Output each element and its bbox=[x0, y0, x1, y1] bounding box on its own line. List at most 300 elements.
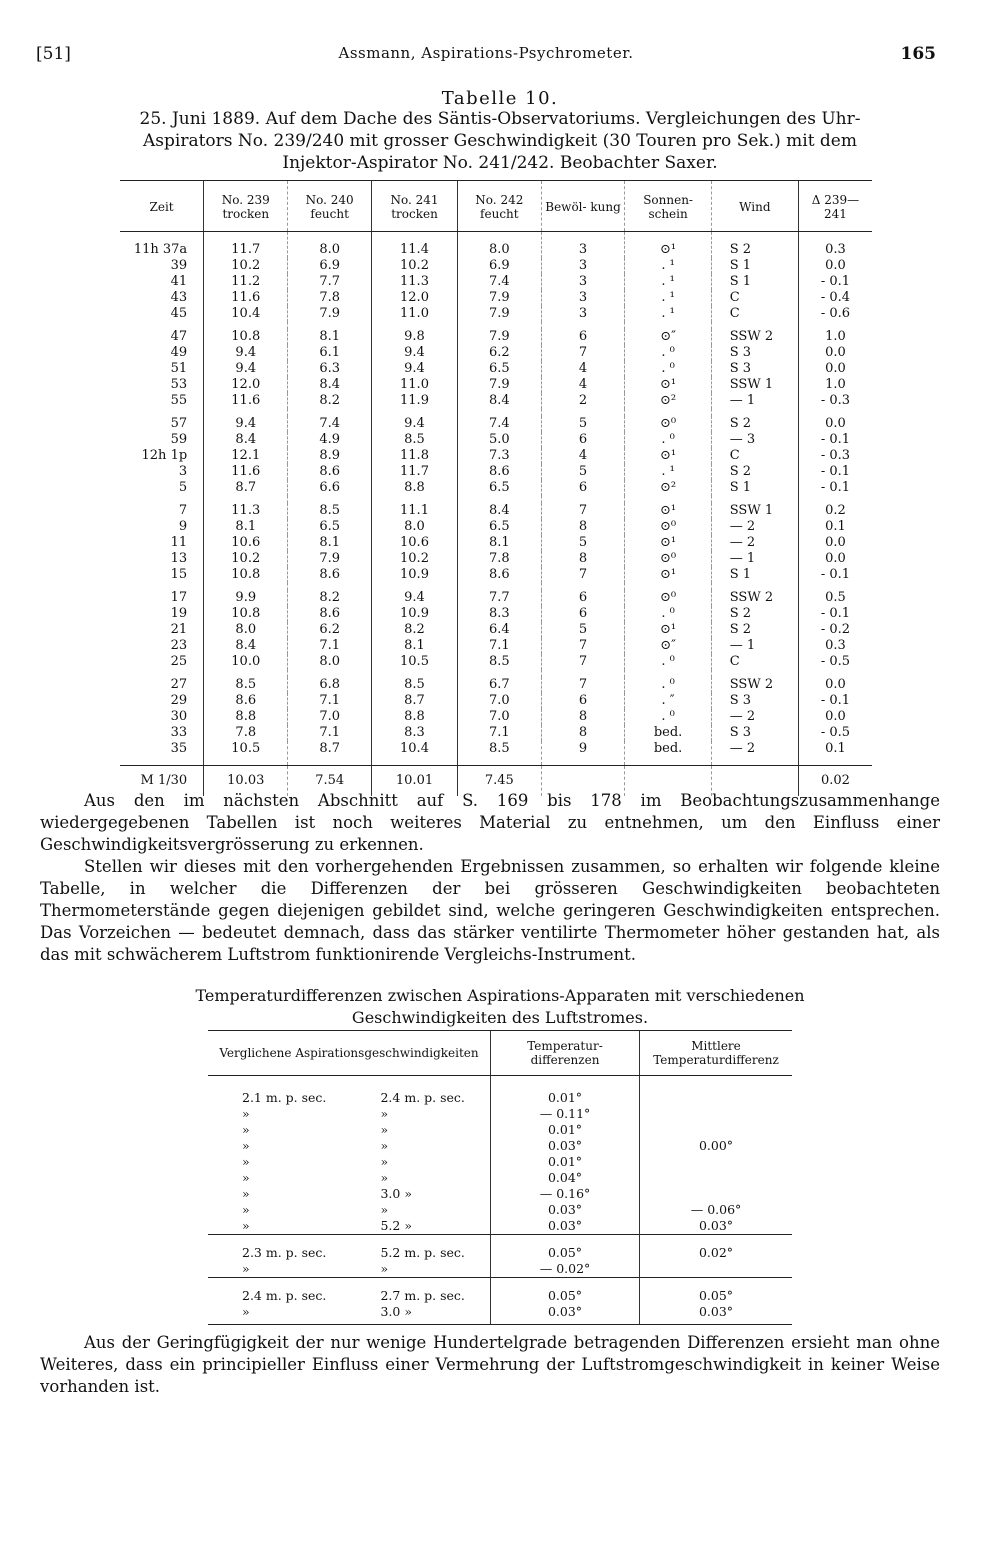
table-cell: 6 bbox=[541, 480, 625, 496]
table-cell: 8.1 bbox=[288, 535, 372, 551]
table-cell: 7.4 bbox=[458, 416, 542, 432]
table-cell: 8.6 bbox=[458, 567, 542, 583]
table-cell: 53 bbox=[170, 377, 188, 392]
table-cell: 0.03° bbox=[640, 1304, 793, 1325]
table-cell: 8.4 bbox=[204, 638, 288, 654]
table-cell bbox=[640, 1261, 793, 1278]
table-cell: 7.9 bbox=[288, 551, 372, 567]
table-cell: 4 bbox=[541, 377, 625, 393]
table-cell: » bbox=[242, 1170, 250, 1185]
table-cell: ⊙² bbox=[625, 393, 711, 409]
table-cell: . ⁰ bbox=[625, 709, 711, 725]
table-cell: » bbox=[380, 1122, 389, 1137]
table-cell: 8.2 bbox=[288, 590, 372, 606]
table-cell: . ⁰ bbox=[625, 606, 711, 622]
table-cell: » bbox=[242, 1138, 250, 1153]
table-cell: 0.04° bbox=[491, 1170, 640, 1186]
table-cell: 0.03° bbox=[491, 1202, 640, 1218]
table-cell: ⊙¹ bbox=[625, 232, 711, 259]
table-row bbox=[120, 480, 872, 496]
table2-caption: Temperaturdifferenzen zwischen Aspirations-Apparaten mit verschiedenen Geschwindigkeiten des Luftstromes. bbox=[195, 986, 805, 1027]
table-cell: 7 bbox=[541, 638, 625, 654]
table-cell: 0.01° bbox=[491, 1154, 640, 1170]
table-cell: 57 bbox=[170, 416, 188, 431]
table-cell: . ¹ bbox=[625, 274, 711, 290]
table-row bbox=[208, 1304, 792, 1325]
table-cell: 7.9 bbox=[458, 290, 542, 306]
table-cell: » bbox=[380, 1261, 389, 1276]
table-cell: 6 bbox=[541, 606, 625, 622]
table-row bbox=[120, 622, 872, 638]
table-cell: 7 bbox=[178, 503, 188, 518]
table-cell: » bbox=[208, 1304, 352, 1325]
table-cell: — 0.06° bbox=[640, 1202, 793, 1218]
table-cell: 0.1 bbox=[798, 519, 872, 535]
table-cell: 0.0 bbox=[798, 551, 872, 567]
table-cell: S 3 bbox=[711, 361, 798, 377]
table-cell: 0.01° bbox=[491, 1076, 640, 1107]
table-cell: 10.9 bbox=[371, 567, 457, 583]
table-cell: 11.7 bbox=[371, 464, 457, 480]
table-cell: S 3 bbox=[711, 725, 798, 741]
body-paragraphs bbox=[40, 790, 940, 966]
table-cell: 8.6 bbox=[288, 606, 372, 622]
table-cell: 8.5 bbox=[371, 677, 457, 693]
table-cell: 5 bbox=[541, 416, 625, 432]
table-cell: 2.4 m. p. sec. bbox=[208, 1278, 352, 1305]
table-cell: 9 bbox=[541, 741, 625, 766]
table-cell: 8.2 bbox=[371, 622, 457, 638]
table-cell: bed. bbox=[625, 741, 711, 766]
table2-body bbox=[208, 1076, 792, 1325]
table-cell: 6.5 bbox=[458, 480, 542, 496]
table-cell: 8.8 bbox=[371, 709, 457, 725]
paragraph: Stellen wir dieses mit den vorhergehenden Ergebnissen zusammen, so erhalten wir folgende kleine Tabelle, in welcher die Differenzen der bei grösseren Geschwindigkeiten beobachteten Thermometerstände gegen diejenigen gebildet sind, welche geringeren Geschwindigkeiten entsprechen. Das Vorzeichen — bedeutet demnach, dass das stärker ventilirte Thermometer höher gestanden hat, als das mit schwächerem Luftstrom funktionirende Vergleichs-Instrument. bbox=[40, 857, 940, 964]
group-spacer bbox=[120, 496, 872, 503]
table-cell: - 0.2 bbox=[798, 622, 872, 638]
table-cell: 7.9 bbox=[458, 377, 542, 393]
table-cell: — 2 bbox=[711, 519, 798, 535]
table-cell: 11h 37a bbox=[133, 242, 188, 257]
table-cell: 2.3 m. p. sec. bbox=[208, 1235, 352, 1262]
table-cell: — 1 bbox=[711, 393, 798, 409]
table-cell: 2.4 m. p. sec. bbox=[380, 1090, 465, 1105]
table-cell: C bbox=[711, 306, 798, 322]
table-cell: bed. bbox=[625, 725, 711, 741]
table-cell: 6 bbox=[541, 693, 625, 709]
table-cell: 7.0 bbox=[288, 709, 372, 725]
table-row bbox=[120, 519, 872, 535]
table-cell bbox=[640, 1106, 793, 1122]
table-cell: » bbox=[242, 1202, 250, 1217]
table-cell: 39 bbox=[170, 258, 188, 273]
table-cell: 11.0 bbox=[371, 306, 457, 322]
table-cell: 6.3 bbox=[288, 361, 372, 377]
paragraph: Aus der Geringfügigkeit der nur wenige Hundertelgrade betragenden Differenzen ersieht man ohne Weiteres, dass ein principieller Einfluss einer Vermehrung der Luftstromgeschwindigkeit in keiner Weise vorhanden ist. bbox=[40, 1333, 940, 1396]
col-header: No. 242 feucht bbox=[458, 181, 542, 232]
table-cell: » bbox=[242, 1122, 250, 1137]
table-cell: 0.0 bbox=[798, 709, 872, 725]
table-cell: 0.3 bbox=[798, 638, 872, 654]
table-row bbox=[120, 274, 872, 290]
table-cell: » bbox=[242, 1186, 250, 1201]
table-cell: . ¹ bbox=[625, 464, 711, 480]
table-cell: - 0.1 bbox=[798, 567, 872, 583]
table-cell: 7.4 bbox=[288, 416, 372, 432]
table-cell: 0.05° bbox=[491, 1278, 640, 1305]
table-cell: 12.0 bbox=[371, 290, 457, 306]
table-cell: 7 bbox=[541, 345, 625, 361]
table-row bbox=[120, 432, 872, 448]
table-cell: 0.03° bbox=[491, 1138, 640, 1154]
table-cell: 9.4 bbox=[371, 416, 457, 432]
col-header: No. 241 trocken bbox=[371, 181, 457, 232]
table-cell: 8.6 bbox=[204, 693, 288, 709]
table-cell: 11.6 bbox=[204, 393, 288, 409]
table-cell: 6 bbox=[541, 590, 625, 606]
table-row bbox=[208, 1076, 792, 1107]
table-cell: 7 bbox=[541, 503, 625, 519]
table-cell: 1.0 bbox=[798, 377, 872, 393]
table-row bbox=[120, 567, 872, 583]
table-cell: 2.7 m. p. sec. bbox=[352, 1278, 490, 1305]
table-cell: 4 bbox=[541, 361, 625, 377]
table2 bbox=[208, 1030, 792, 1325]
table-cell: 0.0 bbox=[798, 345, 872, 361]
table-row bbox=[120, 377, 872, 393]
paragraph: Aus den im nächsten Abschnitt auf S. 169 bis 178 im Beobachtungszusammenhange wiedergegebenen Tabellen ist noch weiteres Material zu entnehmen, um den Einfluss einer Geschwindigkeitsvergrösserung zu erkennen. bbox=[40, 791, 940, 854]
table-cell: - 0.3 bbox=[798, 448, 872, 464]
table-cell: — 0.11° bbox=[491, 1106, 640, 1122]
table-cell: 8.9 bbox=[288, 448, 372, 464]
page-number: 165 bbox=[900, 44, 936, 64]
table-cell: 6.9 bbox=[288, 258, 372, 274]
table-cell: 8.1 bbox=[204, 519, 288, 535]
table-cell bbox=[640, 1170, 793, 1186]
table-cell: 11.3 bbox=[204, 503, 288, 519]
table-cell: . ¹ bbox=[625, 306, 711, 322]
col-header: Zeit bbox=[120, 181, 204, 232]
table-cell: 7.1 bbox=[288, 638, 372, 654]
table-cell: ⊙¹ bbox=[625, 622, 711, 638]
table-cell: 7.7 bbox=[288, 274, 372, 290]
table-row bbox=[120, 725, 872, 741]
table-row bbox=[120, 416, 872, 432]
col-header: Bewöl- kung bbox=[541, 181, 625, 232]
table-cell: 41 bbox=[170, 274, 188, 289]
table-cell: 12.1 bbox=[204, 448, 288, 464]
table-row bbox=[120, 638, 872, 654]
col-header: Δ 239—241 bbox=[798, 181, 872, 232]
table-cell: — 3 bbox=[711, 432, 798, 448]
table-cell: - 0.1 bbox=[798, 693, 872, 709]
table-cell: 0.0 bbox=[798, 677, 872, 693]
table-cell: 10.4 bbox=[371, 741, 457, 766]
table-cell: 35 bbox=[120, 741, 204, 766]
table-cell: — 2 bbox=[711, 709, 798, 725]
table-cell: 10.2 bbox=[371, 258, 457, 274]
table-row bbox=[120, 606, 872, 622]
table-cell: . ⁰ bbox=[625, 361, 711, 377]
table-cell: 33 bbox=[170, 725, 188, 740]
table-cell: S 1 bbox=[711, 480, 798, 496]
table-cell: » bbox=[242, 1154, 250, 1169]
table-cell: 5 bbox=[541, 535, 625, 551]
table-cell: - 0.5 bbox=[798, 654, 872, 670]
table-row bbox=[208, 1278, 792, 1305]
table-cell: 0.03° bbox=[491, 1218, 640, 1235]
table-cell: 23 bbox=[170, 638, 188, 653]
table-cell: 30 bbox=[170, 709, 188, 724]
table2-header-row bbox=[208, 1031, 792, 1076]
table-cell bbox=[640, 1076, 793, 1107]
table-cell: . ⁰ bbox=[625, 654, 711, 670]
table-cell: 2 bbox=[541, 393, 625, 409]
table-cell: 7.8 bbox=[204, 725, 288, 741]
table-cell: ⊙¹ bbox=[625, 503, 711, 519]
table-cell: 10.4 bbox=[204, 306, 288, 322]
table-cell: 8.4 bbox=[458, 393, 542, 409]
table-cell: S 1 bbox=[711, 274, 798, 290]
table-cell: » bbox=[242, 1218, 250, 1233]
table-cell: ⊙¹ bbox=[625, 448, 711, 464]
table-cell: 7.54 bbox=[288, 766, 372, 797]
table-cell: 10.2 bbox=[204, 258, 288, 274]
table-cell: 9.9 bbox=[204, 590, 288, 606]
table-row bbox=[120, 361, 872, 377]
table-cell: 8.6 bbox=[288, 464, 372, 480]
table-cell: 7.8 bbox=[458, 551, 542, 567]
table-cell: 9.4 bbox=[204, 361, 288, 377]
table-cell: 19 bbox=[170, 606, 188, 621]
table-row bbox=[120, 693, 872, 709]
table-cell: 13 bbox=[170, 551, 188, 566]
table-cell: 10.2 bbox=[371, 551, 457, 567]
table-row bbox=[120, 654, 872, 670]
table-cell: 6.7 bbox=[458, 677, 542, 693]
col-header: No. 239 trocken bbox=[204, 181, 288, 232]
table-cell: 8 bbox=[541, 709, 625, 725]
table-cell: 0.0 bbox=[798, 361, 872, 377]
table-row bbox=[120, 232, 872, 259]
table-cell: - 0.1 bbox=[798, 606, 872, 622]
table-cell: S 3 bbox=[711, 345, 798, 361]
table-cell: » bbox=[380, 1202, 389, 1217]
table-cell: 11.8 bbox=[371, 448, 457, 464]
table-cell: - 0.4 bbox=[798, 290, 872, 306]
table-cell: ⊙⁰ bbox=[625, 590, 711, 606]
table-cell: SSW 1 bbox=[711, 377, 798, 393]
table-cell: 8.5 bbox=[458, 654, 542, 670]
page-header bbox=[36, 44, 936, 68]
table-cell: 11.6 bbox=[204, 464, 288, 480]
table-cell: 5.2 m. p. sec. bbox=[352, 1235, 490, 1262]
table-cell: 11.1 bbox=[371, 503, 457, 519]
table-cell: 10.8 bbox=[204, 606, 288, 622]
table-cell: 0.01° bbox=[491, 1122, 640, 1138]
table-cell: - 0.1 bbox=[798, 464, 872, 480]
table-cell: 10.01 bbox=[371, 766, 457, 797]
table-cell: — 0.16° bbox=[491, 1186, 640, 1202]
table-cell: 0.00° bbox=[640, 1138, 793, 1154]
table-cell: SSW 2 bbox=[711, 677, 798, 693]
table-row bbox=[120, 306, 872, 322]
table-cell: - 0.1 bbox=[798, 480, 872, 496]
table-cell: 7.9 bbox=[458, 329, 542, 345]
table-cell: 8.8 bbox=[204, 709, 288, 725]
table-cell: » bbox=[380, 1138, 389, 1153]
table-cell: » bbox=[380, 1170, 389, 1185]
table-cell: — 1 bbox=[711, 551, 798, 567]
table-cell: 2.1 m. p. sec. bbox=[242, 1090, 327, 1105]
table-cell: 8.0 bbox=[371, 519, 457, 535]
table-cell: 3 bbox=[541, 290, 625, 306]
table-cell: 5.0 bbox=[458, 432, 542, 448]
table-cell: - 0.6 bbox=[798, 306, 872, 322]
table-cell: S 1 bbox=[711, 567, 798, 583]
col-header: Temperatur- differenzen bbox=[491, 1031, 640, 1076]
table-cell: 0.1 bbox=[798, 741, 872, 766]
table-cell: - 0.1 bbox=[798, 274, 872, 290]
running-title: Assmann, Aspirations-Psychrometer. bbox=[338, 44, 634, 62]
table-cell: 8.6 bbox=[288, 567, 372, 583]
table-cell: 59 bbox=[170, 432, 188, 447]
table-cell: SSW 2 bbox=[711, 590, 798, 606]
table-cell: 9 bbox=[178, 519, 188, 534]
table-row bbox=[208, 1122, 792, 1138]
table-cell: 8.7 bbox=[371, 693, 457, 709]
table-cell: 7 bbox=[541, 677, 625, 693]
table-cell: 6.9 bbox=[458, 258, 542, 274]
table-cell: 0.3 bbox=[798, 232, 872, 259]
table-cell bbox=[640, 1154, 793, 1170]
table-cell: 3 bbox=[541, 274, 625, 290]
table-cell: 49 bbox=[170, 345, 188, 360]
table10-intro: 25. Juni 1889. Auf dem Dache des Säntis-Observatoriums. Vergleichungen des Uhr-Aspirators No. 239/240 mit grosser Geschwindigkeit (30 Touren pro Sek.) mit dem Injektor-Aspirator No. 241/242. Beobachter Saxer. bbox=[139, 109, 861, 173]
table-cell: S 2 bbox=[711, 416, 798, 432]
table-cell: . ⁰ bbox=[625, 345, 711, 361]
table-cell: 7 bbox=[541, 567, 625, 583]
table-cell: M 1/30 bbox=[140, 773, 188, 788]
table-cell: 8 bbox=[541, 551, 625, 567]
table-cell: 10.5 bbox=[204, 741, 288, 766]
table-cell: 29 bbox=[170, 693, 188, 708]
table-cell: - 0.5 bbox=[798, 725, 872, 741]
table-cell: - 0.1 bbox=[798, 432, 872, 448]
col-header: Sonnen- schein bbox=[625, 181, 711, 232]
table-cell: — 2 bbox=[711, 741, 798, 766]
table-cell: 8.5 bbox=[204, 677, 288, 693]
table-cell: 8.5 bbox=[458, 741, 542, 766]
table-cell: 8.0 bbox=[204, 622, 288, 638]
table-cell: 11.0 bbox=[371, 377, 457, 393]
table-cell: S 1 bbox=[711, 258, 798, 274]
table-row bbox=[208, 1261, 792, 1278]
table-cell: 8.1 bbox=[458, 535, 542, 551]
table-row bbox=[208, 1138, 792, 1154]
table-cell: 10.5 bbox=[371, 654, 457, 670]
table-cell: 6.2 bbox=[458, 345, 542, 361]
group-spacer bbox=[120, 322, 872, 329]
table-cell: 1.0 bbox=[798, 329, 872, 345]
table-cell: 10.9 bbox=[371, 606, 457, 622]
table-cell: . ⁰ bbox=[625, 432, 711, 448]
table-cell: 10.8 bbox=[204, 567, 288, 583]
table10-body bbox=[120, 232, 872, 797]
table-cell: 7.45 bbox=[458, 766, 542, 797]
table-cell: 8.1 bbox=[288, 329, 372, 345]
table-cell: 7.1 bbox=[458, 638, 542, 654]
table-cell bbox=[640, 1186, 793, 1202]
table-cell: 9.4 bbox=[371, 345, 457, 361]
table-cell bbox=[640, 1122, 793, 1138]
col-header: No. 240 feucht bbox=[288, 181, 372, 232]
table-cell: — 1 bbox=[711, 638, 798, 654]
table-row bbox=[120, 464, 872, 480]
group-spacer bbox=[120, 409, 872, 416]
table-cell: 10.0 bbox=[204, 654, 288, 670]
table-cell: - 0.3 bbox=[798, 393, 872, 409]
table-cell: 10.6 bbox=[204, 535, 288, 551]
table-cell: 7.0 bbox=[458, 693, 542, 709]
table-row bbox=[120, 345, 872, 361]
table-cell: 6.1 bbox=[288, 345, 372, 361]
table-cell: 6.5 bbox=[458, 519, 542, 535]
col-header: Verglichene Aspirationsgeschwindigkeiten bbox=[208, 1031, 491, 1076]
table-cell: 6.5 bbox=[288, 519, 372, 535]
group-spacer bbox=[120, 670, 872, 677]
table-cell: S 2 bbox=[711, 622, 798, 638]
table-cell: 0.2 bbox=[798, 503, 872, 519]
table-cell: 7.9 bbox=[288, 306, 372, 322]
table-cell: 11.9 bbox=[371, 393, 457, 409]
table-cell: . ¹ bbox=[625, 258, 711, 274]
table-cell: 11.6 bbox=[204, 290, 288, 306]
table-cell: . ⁰ bbox=[625, 677, 711, 693]
table-cell: 47 bbox=[170, 329, 188, 344]
table-cell: 0.05° bbox=[491, 1235, 640, 1262]
table-cell: ⊙″ bbox=[625, 638, 711, 654]
table-cell: C bbox=[711, 654, 798, 670]
table-cell: 0.0 bbox=[798, 416, 872, 432]
table-cell: SSW 1 bbox=[711, 503, 798, 519]
table-cell: ⊙″ bbox=[625, 329, 711, 345]
table10-caption: Tabelle 10. bbox=[441, 88, 559, 109]
table-cell: 12.0 bbox=[204, 377, 288, 393]
table-cell: 0.0 bbox=[798, 535, 872, 551]
table-cell: 8.4 bbox=[288, 377, 372, 393]
table-cell: 0.02 bbox=[798, 766, 872, 797]
table-cell: 0.03° bbox=[640, 1218, 793, 1235]
table-cell: » bbox=[380, 1106, 389, 1121]
table-cell: ⊙² bbox=[625, 480, 711, 496]
table-cell: 8.4 bbox=[204, 432, 288, 448]
table-cell: ⊙¹ bbox=[625, 535, 711, 551]
table-cell: 8.5 bbox=[371, 432, 457, 448]
table-cell: 7.4 bbox=[458, 274, 542, 290]
table-cell: 7.9 bbox=[458, 306, 542, 322]
table-cell: 21 bbox=[170, 622, 188, 637]
table-cell: 5 bbox=[541, 464, 625, 480]
table-cell: 7.1 bbox=[288, 693, 372, 709]
table-cell: 45 bbox=[170, 306, 188, 321]
table-cell: 12h 1p bbox=[141, 448, 188, 463]
closing-paragraph-block bbox=[40, 1332, 940, 1398]
table-cell: 11.7 bbox=[204, 232, 288, 259]
table-cell: 43 bbox=[170, 290, 188, 305]
table-cell: 8.0 bbox=[458, 232, 542, 259]
table-cell: 11 bbox=[170, 535, 188, 550]
